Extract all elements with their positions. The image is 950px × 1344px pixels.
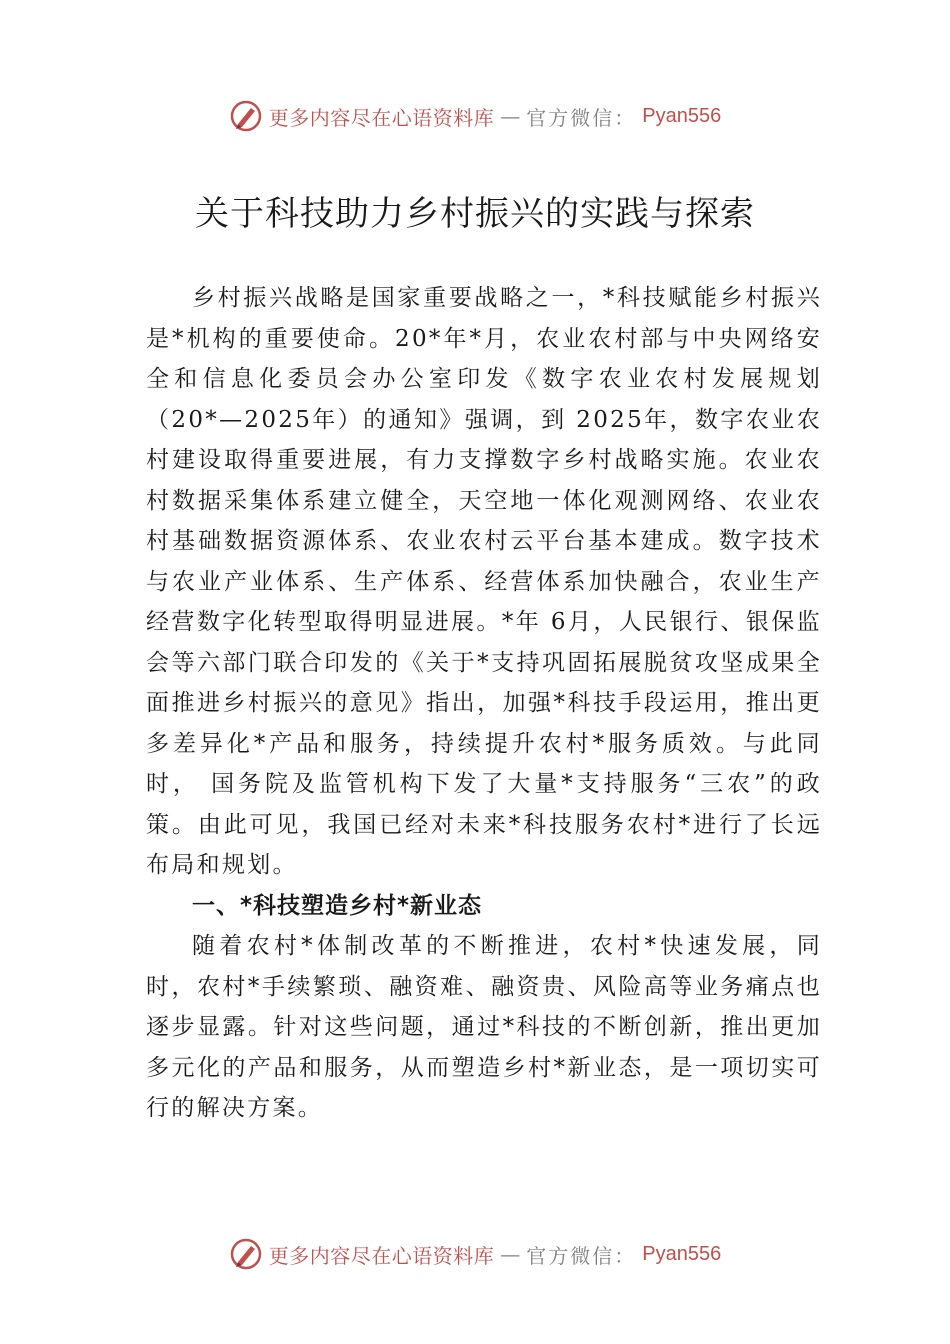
watermark-wechat-id: Pyan556 (642, 1242, 722, 1265)
paragraph-section-1: 随着农村*体制改革的不断推进，农村*快速发展，同时，农村*手续繁琐、融资难、融资贵、风险高等业务痛点也逐步显露。针对这些问题，通过*科技的不断创新，推出更加多元化的产品和服务，从而塑造乡村*新业态，是一项切实可行的解决方案。 (146, 933, 822, 1121)
watermark-label: 官方微信： (526, 105, 637, 130)
header-watermark (0, 96, 950, 136)
paragraph-intro: 乡村振兴战略是国家重要战略之一，*科技赋能乡村振兴是*机构的重要使命。20*年*月，农业农村部与中央网络安全和信息化委员会办公室印发《数字农业农村发展规划（20*—2025年）的通知》强调，到 2025年，数字农业农村建设取得重要进展，有力支撑数字乡村战略实施。农业农村数据采集体系建立健全，天空地一体化观测网络、农业农村基础数据资源体系、农业农村云平台基本建成。数字技术与农业产业体系、生产体系、经营体系加快融合，农业生产经营数字化转型取得明显进展。*年 6月，人民银行、银保监会等六部门联合印发的《关于*支持巩固拓展脱贫攻坚成果全面推进乡村振兴的意见》指出，加强*科技手段运用，推出更多差异化*产品和服务，持续提升农村*服务质效。与此同时， 国务院及监管机构下发了大量*支持服务“三农”的政策。由此可见，我国已经对未来*科技服务农村*进行了长远布局和规划。 (146, 285, 822, 878)
footer-watermark (0, 1234, 950, 1274)
document-title: 关于科技助力乡村振兴的实践与探索 (195, 194, 755, 234)
pen-seal-icon (229, 1237, 263, 1271)
section-heading: 一、*科技塑造乡村*新业态 (192, 892, 483, 919)
watermark-label: 官方微信： (526, 1243, 637, 1268)
watermark-dash: — (500, 104, 521, 128)
watermark-dash: — (500, 1242, 521, 1266)
watermark-wechat-id: Pyan556 (642, 104, 722, 127)
watermark-text: 更多内容尽在心语资料库 (268, 1243, 495, 1268)
watermark-text: 更多内容尽在心语资料库 (268, 105, 495, 130)
document-body (146, 278, 822, 1129)
pen-seal-icon (229, 99, 263, 133)
